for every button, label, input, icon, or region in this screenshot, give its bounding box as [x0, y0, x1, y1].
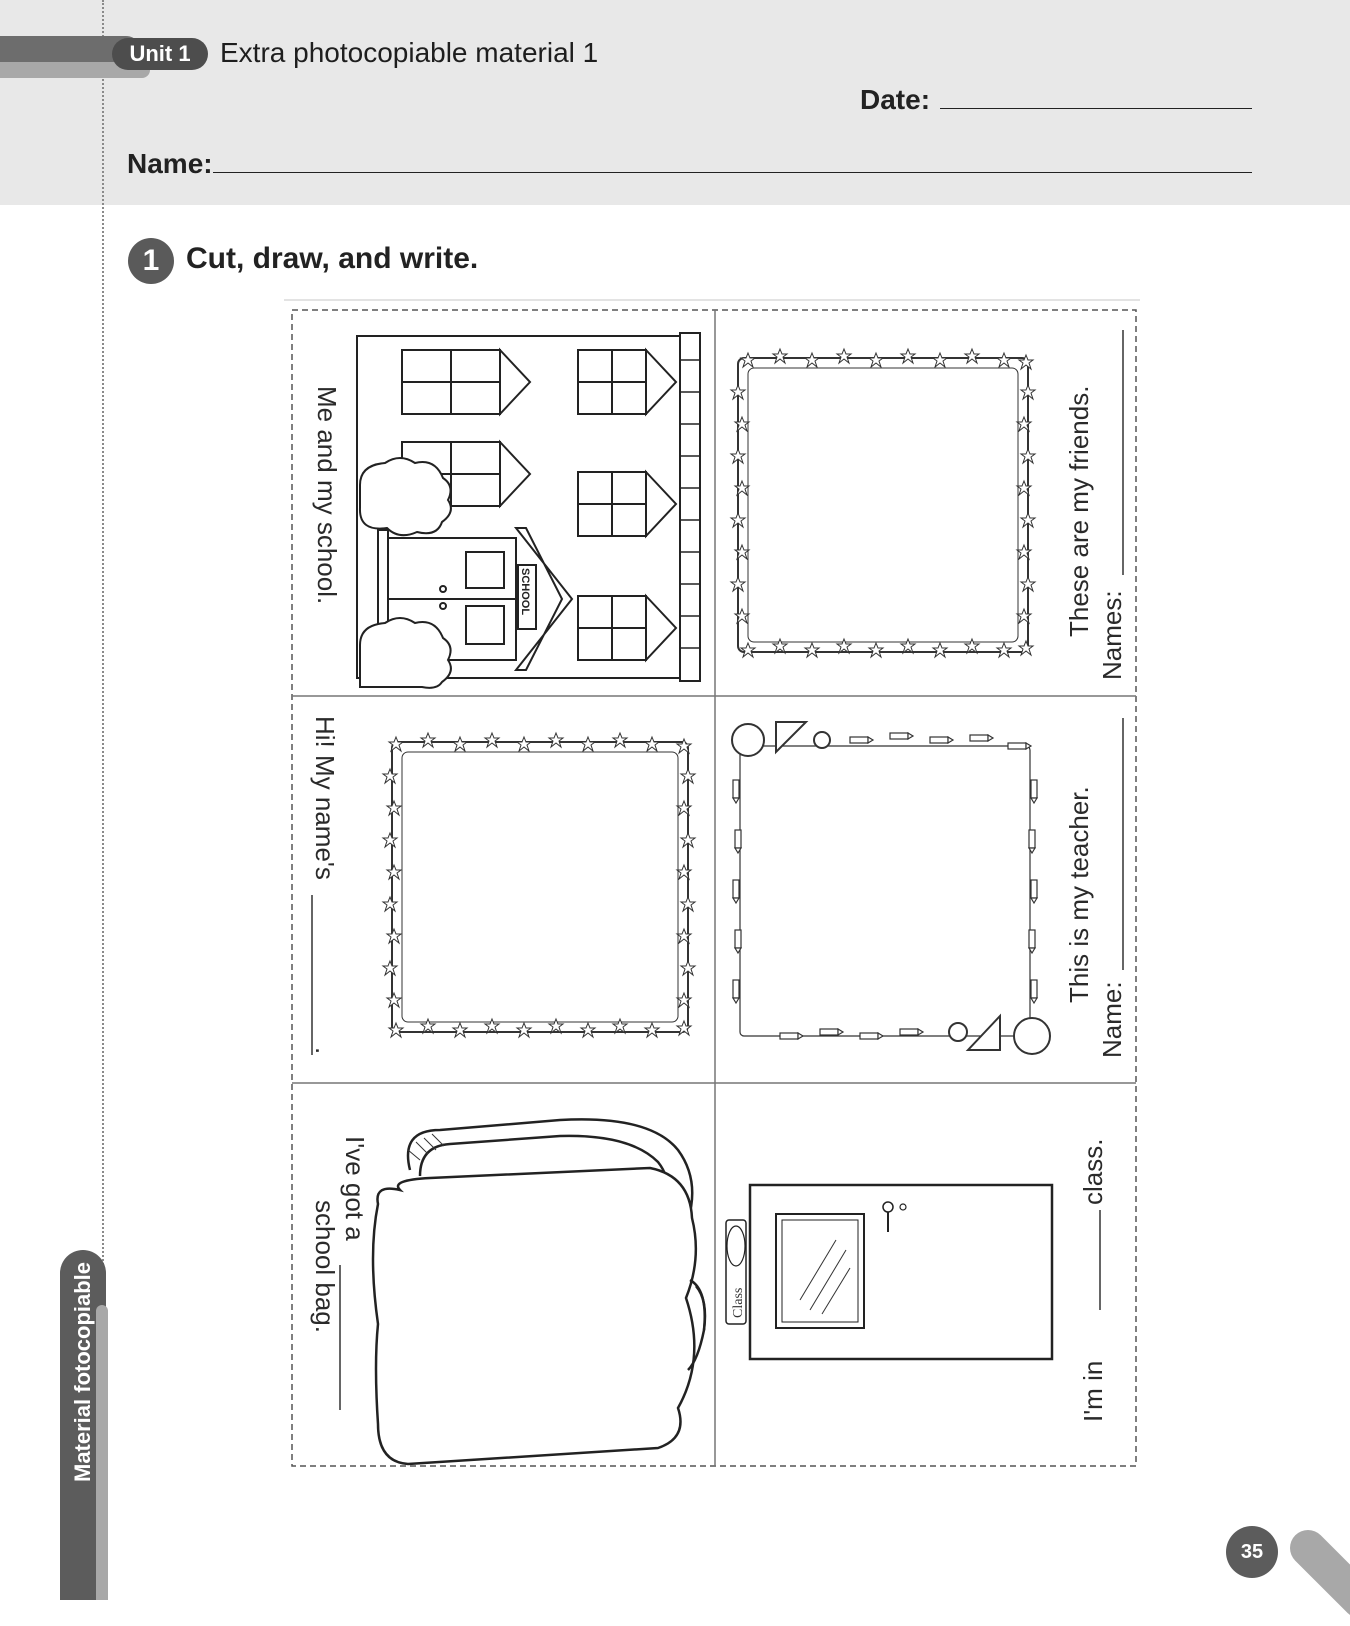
sheet-title: Extra photocopiable material 1 [220, 37, 599, 68]
page-number: 35 [1226, 1526, 1278, 1578]
name-label: Name: [127, 148, 213, 179]
caption-class: class. [1078, 1138, 1108, 1205]
caption-this-is-my-teacher: This is my teacher. [1064, 786, 1094, 1003]
caption-these-are-my-friends: These are my friends. [1064, 385, 1094, 637]
date-label: Date: [860, 84, 931, 115]
caption-me-and-my-school: Me and my school. [312, 386, 342, 605]
school-sign-text: SCHOOL [519, 568, 531, 616]
supplies-border-teacher [733, 733, 1037, 1039]
caption-ive-got-a: I've got a [340, 1136, 370, 1241]
caption-names-label: Names: [1097, 590, 1127, 680]
star-border-friends [731, 349, 1035, 657]
side-tab-label: Material fotocopiable [70, 1261, 95, 1482]
caption-teacher-name-label: Name: [1097, 981, 1127, 1058]
classroom-door-drawing [726, 1185, 1052, 1359]
star-frame-friends [738, 358, 1028, 652]
caption-my-name-period: . [310, 1047, 340, 1055]
supplies-frame-teacher [732, 722, 1050, 1054]
class-sign-text: Class [731, 1287, 746, 1318]
caption-hi-my-name: Hi! My name's [310, 716, 340, 880]
exercise-number: 1 [128, 238, 174, 284]
unit-label: Unit 1 [112, 38, 208, 70]
star-border-my-name [383, 733, 695, 1037]
school-bag-drawing [373, 1119, 705, 1464]
exercise-instruction: Cut, draw, and write. [186, 242, 479, 275]
caption-school-bag: school bag. [310, 1200, 340, 1333]
school-building-drawing [357, 333, 700, 688]
star-frame-my-name [392, 742, 688, 1032]
caption-im-in: I'm in [1078, 1360, 1108, 1422]
side-tab-accent [96, 1305, 108, 1600]
